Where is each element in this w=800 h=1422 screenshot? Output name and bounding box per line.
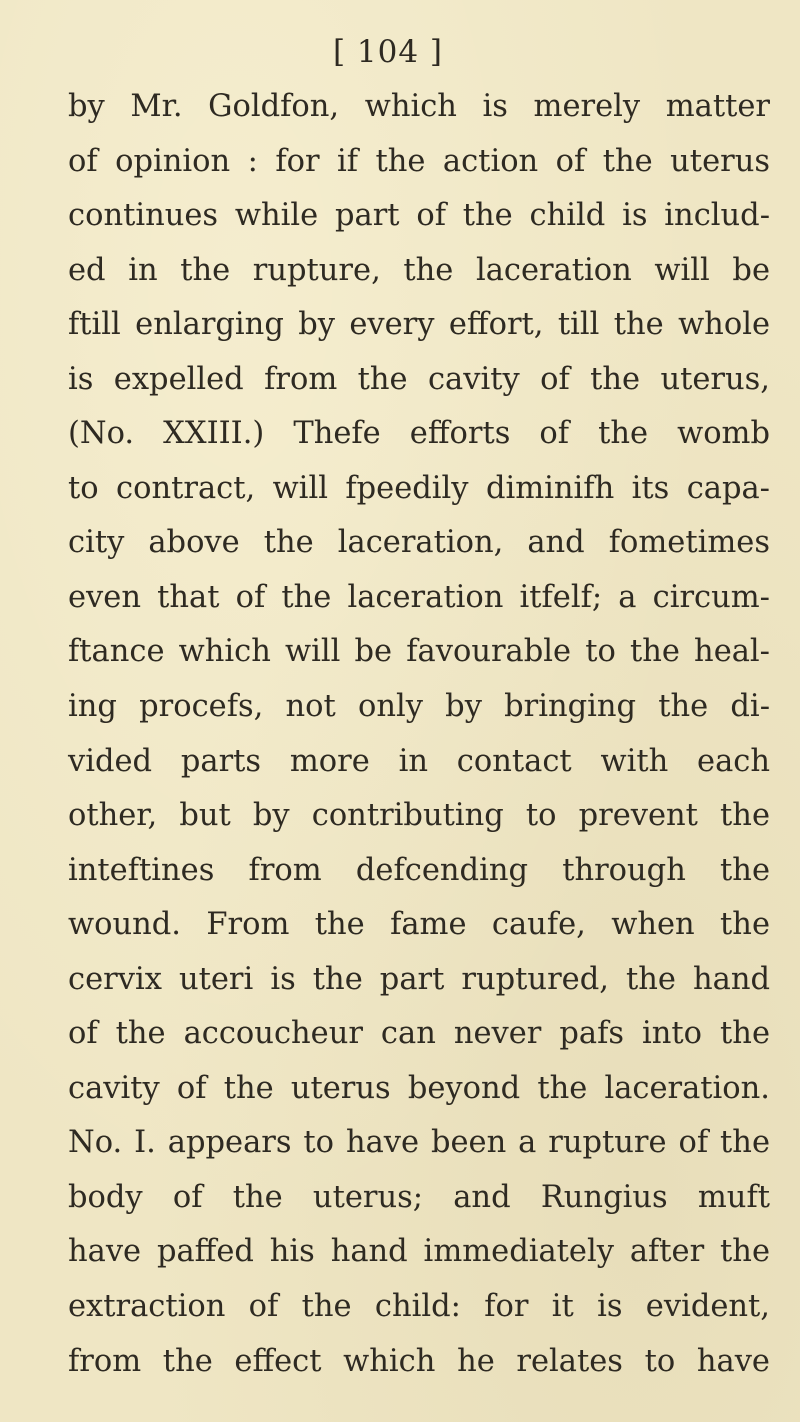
text-line: extraction of the child: for it is evident, — [68, 1289, 770, 1325]
text-line: wound. From the fame caufe, when the — [68, 907, 770, 943]
text-line: cavity of the uterus beyond the laceration. — [68, 1070, 770, 1106]
text-line: from the effect which he relates to have — [68, 1343, 770, 1379]
text-line: of the accoucheur can never pafs into the — [68, 1016, 770, 1052]
text-line: ftill enlarging by every effort, till the whole — [68, 307, 770, 343]
text-line: (No. XXIII.) Thefe efforts of the womb — [68, 416, 770, 452]
text-line: body of the uterus; and Rungius muft — [68, 1179, 770, 1215]
text-line: ftance which will be favourable to the heal- — [68, 634, 770, 670]
page-number: [ 104 ] — [332, 34, 444, 70]
text-line: inteftines from defcending through the — [68, 852, 770, 888]
text-line: vided parts more in contact with each — [68, 743, 770, 779]
text-line: to contract, will fpeedily diminifh its capa- — [68, 470, 770, 506]
text-line: No. I. appears to have been a rupture of the — [68, 1125, 770, 1161]
text-line: continues while part of the child is includ- — [68, 198, 770, 234]
text-line: by Mr. Goldfon, which is merely matter — [68, 89, 770, 124]
text-line: have paffed his hand immediately after the — [68, 1234, 770, 1270]
text-line: is expelled from the cavity of the uterus, — [68, 361, 770, 397]
text-line: other, but by contributing to prevent the — [68, 798, 770, 834]
text-line: ing procefs, not only by bringing the di- — [68, 689, 770, 725]
text-line: city above the laceration, and fometimes — [68, 525, 770, 561]
text-line: cervix uteri is the part ruptured, the hand — [68, 961, 770, 997]
text-line: ed in the rupture, the laceration will be — [68, 252, 770, 288]
text-line: of opinion : for if the action of the uterus — [68, 143, 770, 179]
body-text — [68, 80, 770, 1389]
text-line: even that of the laceration itfelf; a circum- — [68, 579, 770, 615]
